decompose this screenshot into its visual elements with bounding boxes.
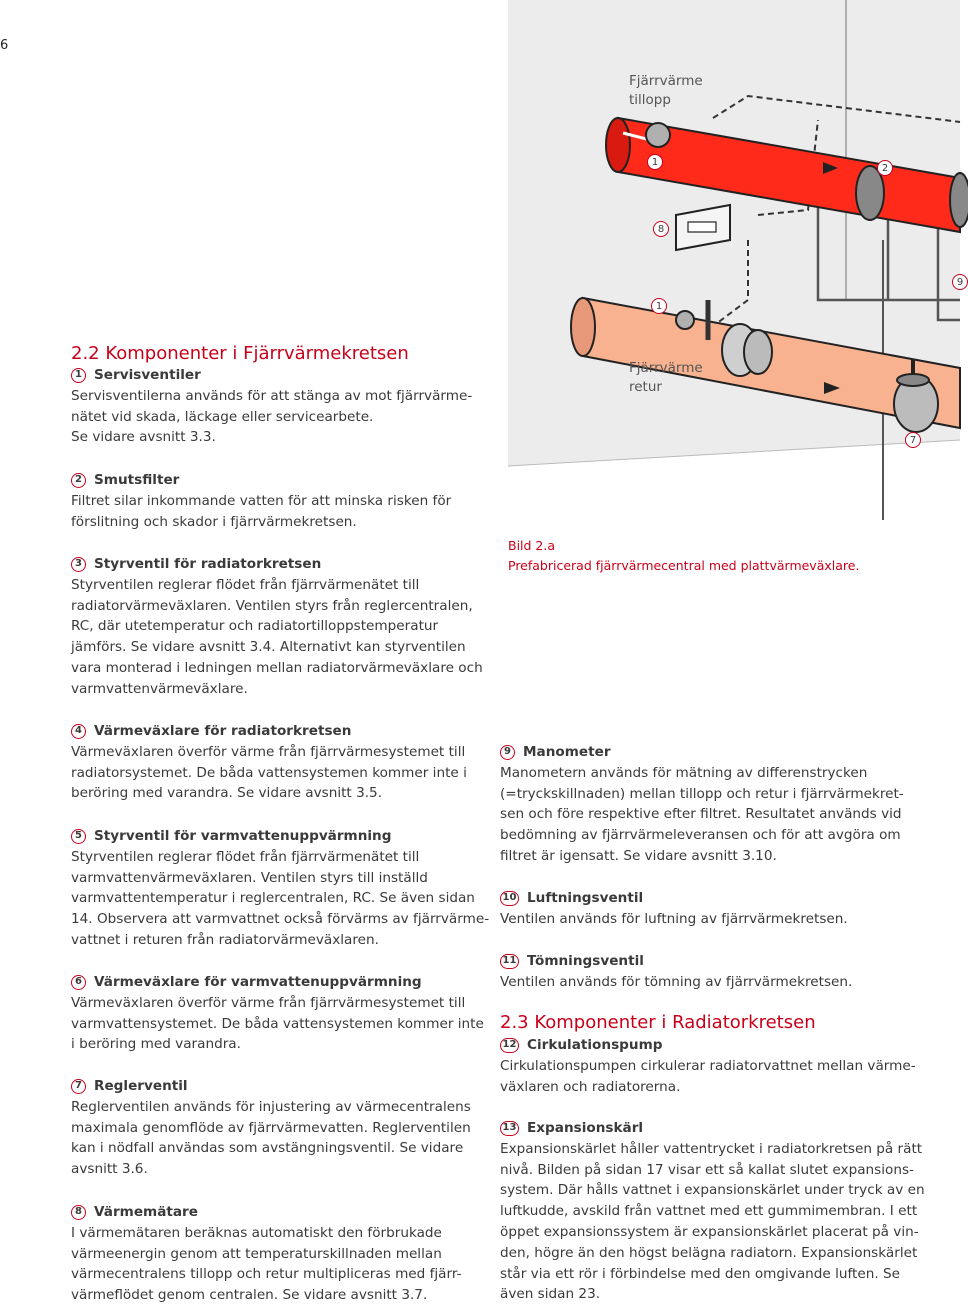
body-line: nätet vid skada, läckage eller servicearbete. <box>71 408 374 425</box>
item-varmevaxlare-varmvatten <box>71 972 491 1055</box>
body-line: sen och före respektive efter filtret. Resultatet används vid <box>500 806 902 823</box>
item-number: 12 <box>500 1038 519 1053</box>
body-line: även sidan 23. <box>500 1286 601 1303</box>
marker-1-return: 1 <box>651 298 667 314</box>
body-line: värmeflödet genom centralen. Se vidare avsnitt 3.7. <box>71 1287 428 1304</box>
section-2-3 <box>500 1012 940 1034</box>
item-head <box>500 1118 940 1139</box>
item-number: 2 <box>71 473 86 488</box>
item-expansionskarl <box>500 1118 940 1305</box>
body-line: varmvattensystemet. De båda vattensystemen kommer inte <box>71 1015 484 1032</box>
item-varmematare <box>71 1202 491 1306</box>
figure-diagram <box>508 0 964 520</box>
item-varmevaxlare-radiator <box>71 721 491 804</box>
item-head <box>500 888 940 909</box>
item-title: Smutsfilter <box>94 472 180 488</box>
body-line: Se vidare avsnitt 3.3. <box>71 429 216 446</box>
body-line: bedömning av fjärrvärmeleveransen och för att avgöra om <box>500 827 901 844</box>
body-line: radiatorvärmeväxlaren. Ventilen styrs från reglercentralen, <box>71 597 473 614</box>
item-number: 1 <box>71 368 86 383</box>
item-number: 10 <box>500 891 519 906</box>
caption-text: Prefabricerad fjärrvärmecentral med plattvärmeväxlare. <box>508 558 860 573</box>
marker-9: 9 <box>952 274 968 290</box>
return-label <box>629 359 703 397</box>
body-line: kan i nödfall användas som avstängningsventil. Se vidare <box>71 1140 464 1157</box>
body-line: Styrventilen reglerar flödet från fjärrvärmenätet till <box>71 848 420 865</box>
marker-1-supply: 1 <box>647 154 663 170</box>
marker-2: 2 <box>877 160 893 176</box>
item-title: Värmeväxlare för varmvattenuppvärmning <box>94 974 422 990</box>
section-2-2 <box>71 343 491 365</box>
item-number: 4 <box>71 724 86 739</box>
item-styrventil-radiator <box>71 554 491 700</box>
body-line: Ventilen används för tömning av fjärrvärmekretsen. <box>500 973 853 990</box>
body-line: Cirkulationspumpen cirkulerar radiatorvattnet mellan värme- <box>500 1057 916 1074</box>
body-line: avsnitt 3.6. <box>71 1161 148 1178</box>
item-servisventiler <box>71 365 491 448</box>
body-line: radiatorsystemet. De båda vattensystemen kommer inte i <box>71 764 467 781</box>
item-head <box>71 1076 491 1097</box>
body-line: Filtret silar inkommande vatten för att minska risken för <box>71 492 452 509</box>
item-title: Luftningsventil <box>527 890 644 906</box>
body-line: 14. Observera att varmvattnet också förvärms av fjärrvärme- <box>71 911 490 928</box>
body-line: växlaren och radiatorerna. <box>500 1078 681 1095</box>
district-heating-diagram <box>508 0 960 520</box>
body-line: Värmeväxlaren överför värme från fjärrvärmesystemet till <box>71 743 466 760</box>
body-line: RC, där utetemperatur och radiatortilloppstemperatur <box>71 618 439 635</box>
service-valve-return <box>676 311 694 329</box>
item-title: Expansionskärl <box>527 1120 644 1136</box>
body-line: filtret är igensatt. Se vidare avsnitt 3.10. <box>500 847 777 864</box>
body-line: värmecentralens tillopp och retur multipliceras med fjärr- <box>71 1266 462 1283</box>
supply-pipe-end <box>606 118 630 172</box>
body-line: värmeenergin genom att temperaturskillnaden mellan <box>71 1245 442 1262</box>
body-line: Ventilen används för luftning av fjärrvärmekretsen. <box>500 910 848 927</box>
body-line: Servisventilerna används för att stänga av mot fjärrvärme- <box>71 387 473 404</box>
item-title: Reglerventil <box>94 1078 188 1094</box>
item-number: 3 <box>71 557 86 572</box>
item-head <box>71 470 491 491</box>
body-line: varmvattenvärmeväxlaren. Ventilen styrs till inställd <box>71 869 428 886</box>
return-pipe-end <box>571 298 595 356</box>
body-line: Reglerventilen används för injustering av värmecentralens <box>71 1098 471 1115</box>
body-line: den, högre än den högst belägna radiatorn. Expansionskärlet <box>500 1244 918 1261</box>
body-line: förslitning och skador i fjärrvärmekretsen. <box>71 513 357 530</box>
item-number: 6 <box>71 975 86 990</box>
supply-label <box>629 72 703 110</box>
caption-label: Bild 2.a <box>508 538 556 553</box>
body-line: Värmeväxlaren överför värme från fjärrvärmesystemet till <box>71 994 466 1011</box>
supply-label-line: Fjärrvärme <box>629 73 703 89</box>
figure-caption <box>508 538 859 573</box>
body-line: maximala genomflöde av fjärrvärmevatten. Reglerventilen <box>71 1119 471 1136</box>
section-title: 2.3 Komponenter i Radiatorkretsen <box>500 1012 816 1033</box>
body-line: varmvattenvärmeväxlare. <box>71 680 248 697</box>
item-head <box>500 742 940 763</box>
page-number: 6 <box>0 38 9 53</box>
marker-8: 8 <box>653 221 669 237</box>
item-head <box>71 972 491 993</box>
item-number: 11 <box>500 954 519 969</box>
body-line: Expansionskärlet håller vattentrycket i radiatorkretsen på rätt <box>500 1140 923 1157</box>
body-line: står via ett rör i förbindelse med den omgivande luften. Se <box>500 1265 900 1282</box>
item-title: Värmemätare <box>94 1204 198 1220</box>
body-line: jämförs. Se vidare avsnitt 3.4. Alternativt kan styrventilen <box>71 639 466 656</box>
item-styrventil-varmvatten <box>71 826 491 951</box>
body-line: öppet expansionssystem är expansionskärlet placerat på vin- <box>500 1223 919 1240</box>
item-title: Cirkulationspump <box>527 1037 663 1053</box>
body-line: vara monterad i ledningen mellan radiatorvärmeväxlare och <box>71 659 483 676</box>
item-head <box>500 1035 940 1056</box>
item-tomningsventil <box>500 951 940 993</box>
item-manometer <box>500 742 940 867</box>
item-number: 5 <box>71 829 86 844</box>
body-line: system. Där hålls vattnet i expansionskärlet under tryck av en <box>500 1182 925 1199</box>
item-cirkulationspump <box>500 1035 940 1097</box>
item-head <box>71 365 491 386</box>
body-line: nivå. Bilden på sidan 17 visar ett så kallat slutet expansions- <box>500 1161 914 1178</box>
body-line: luftkudde, avskild från vattnet med ett gummimembran. I ett <box>500 1203 918 1220</box>
marker-7: 7 <box>905 432 921 448</box>
item-number: 9 <box>500 745 515 760</box>
service-valve-supply <box>646 123 670 147</box>
item-title: Styrventil för varmvattenuppvärmning <box>94 828 392 844</box>
supply-label-line: tillopp <box>629 92 671 108</box>
item-reglerventil <box>71 1076 491 1180</box>
item-head <box>71 554 491 575</box>
item-title: Servisventiler <box>94 367 201 383</box>
item-number: 13 <box>500 1121 519 1136</box>
body-line: i beröring med varandra. <box>71 1036 241 1053</box>
item-title: Styrventil för radiatorkretsen <box>94 556 322 572</box>
item-head <box>71 826 491 847</box>
item-number: 7 <box>71 1079 86 1094</box>
item-title: Tömningsventil <box>527 953 644 969</box>
body-line: (=tryckskillnaden) mellan tillopp och retur i fjärrvärmekret- <box>500 785 904 802</box>
body-line: Manometern används för mätning av differenstrycken <box>500 764 868 781</box>
body-line: beröring med varandra. Se vidare avsnitt 3.5. <box>71 785 383 802</box>
return-label-line: Fjärrvärme <box>629 360 703 376</box>
item-title: Manometer <box>523 744 611 760</box>
item-smutsfilter <box>71 470 491 532</box>
supply-fitting <box>950 173 968 227</box>
section-title: 2.2 Komponenter i Fjärrvärmekretsen <box>71 343 409 364</box>
body-line: I värmemätaren beräknas automatiskt den förbrukade <box>71 1224 442 1241</box>
item-title: Värmeväxlare för radiatorkretsen <box>94 723 352 739</box>
body-line: Styrventilen reglerar flödet från fjärrvärmenätet till <box>71 576 420 593</box>
body-line: vattnet i returen från radiatorvärmeväxlaren. <box>71 931 379 948</box>
item-head <box>71 721 491 742</box>
item-head <box>71 1202 491 1223</box>
body-line: varmvattentemperatur i reglercentralen, RC. Se även sidan <box>71 890 475 907</box>
return-label-line: retur <box>629 379 662 395</box>
item-head <box>500 951 940 972</box>
meter-flow-unit <box>722 324 772 376</box>
item-number: 8 <box>71 1205 86 1220</box>
item-luftningsventil <box>500 888 940 930</box>
